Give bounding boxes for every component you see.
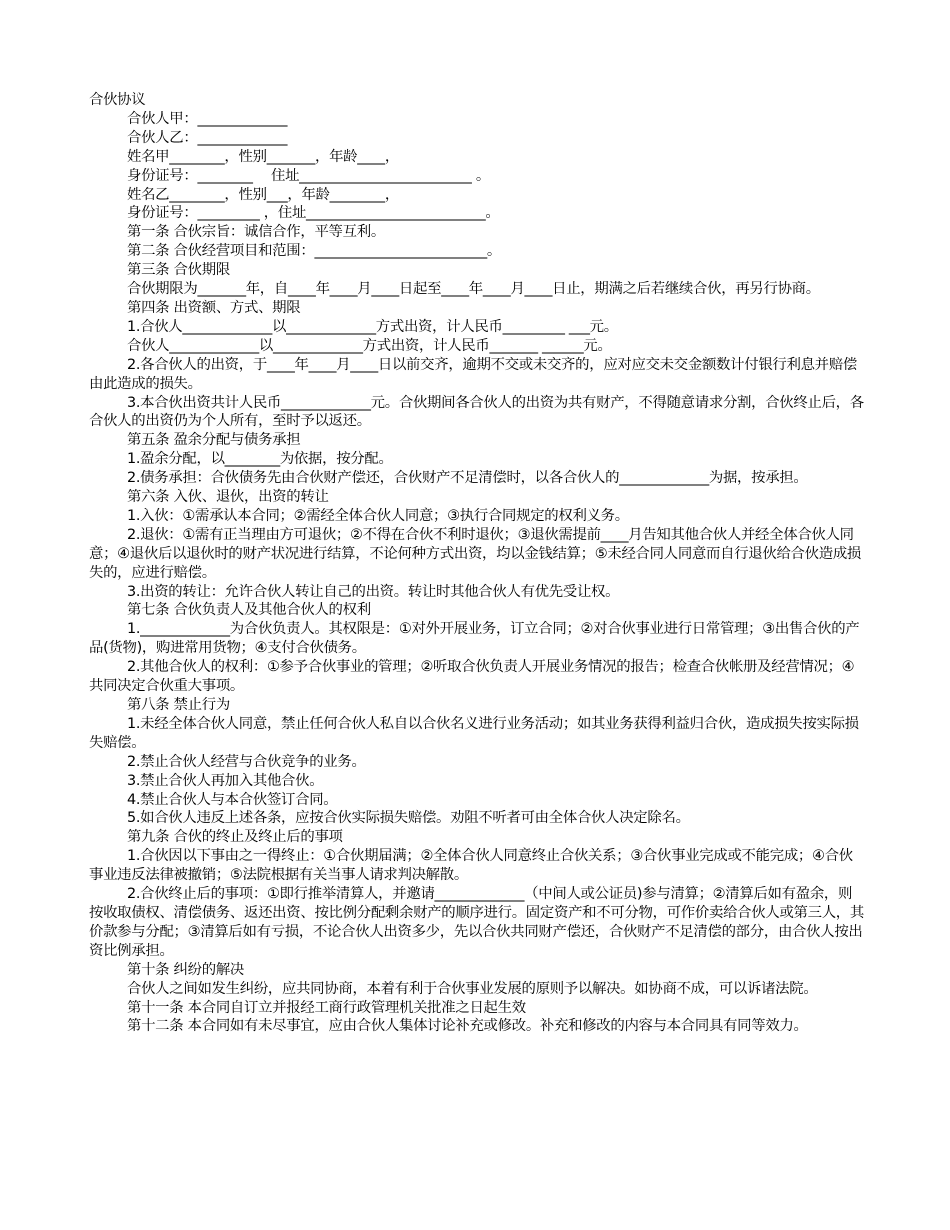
article-8-item-4: 4.禁止合伙人与本合伙签订合同。	[127, 791, 338, 808]
article-7-item-1: 1._____________为合伙负责人。其权限是：①对外开展业务，订立合同；②对合伙事业进行日常管理；③出售合伙的产品(货物)，购进常用货物；④支付合伙债务。	[89, 621, 860, 657]
article-6-item-3: 3.出资的转让：允许合伙人转让自己的出资。转让时其他合伙人有优先受让权。	[127, 583, 620, 600]
article-2: 第二条 合伙经营项目和范围：_________________________。	[127, 243, 501, 260]
article-10-body: 合伙人之间如发生纠纷，应共同协商，本着有利于合伙事业发展的原则予以解决。如协商不成，可以诉诸法院。	[127, 980, 818, 997]
article-1: 第一条 合伙宗旨：诚信合作，平等互利。	[127, 224, 385, 241]
article-4-item-2: 2.各合伙人的出资，于____年____月____日以前交齐，逾期不交或未交齐的，应对应交未交金额数计付银行利息并赔偿由此造成的损失。	[89, 356, 857, 392]
id-address-a-field: 身份证号：________ 住址_________________________ 。	[127, 167, 490, 184]
article-5-item-2: 2.债务承担：合伙债务先由合伙财产偿还，合伙财产不足清偿时，以各合伙人的_____________为据，按承担。	[127, 470, 808, 487]
id-address-b-field: 身份证号：_________ ，住址__________________________。	[127, 205, 500, 222]
article-4-item-1b: 合伙人_____________以_____________方式出资，计人民币_______ ______元。	[127, 337, 612, 354]
article-7-heading: 第七条 合伙负责人及其他合伙人的权利	[127, 602, 371, 619]
article-8-item-3: 3.禁止合伙人再加入其他合伙。	[127, 772, 324, 789]
name-a-field: 姓名甲________，性别_______，年龄____，	[127, 148, 399, 165]
article-4-item-3: 3.本合伙出资共计人民币_____________元。合伙期间各合伙人的出资为共有财产，不得随意请求分割，合伙终止后，各合伙人的出资仍为个人所有，至时予以返还。	[89, 394, 864, 430]
article-6-item-2: 2.退伙：①需有正当理由方可退伙；②不得在合伙不利时退伙；③退伙需提前____月告知其他合伙人并经全体合伙人同意；④退伙后以退伙时的财产状况进行结算，不论何种方式出资，均以金钱结算；⑤未经合同人同意而自行退伙给合伙造成损失的，应进行赔偿。	[89, 526, 862, 581]
article-4-item-1a: 1.合伙人_____________以_____________方式出资，计人民币_________ ___元。	[127, 318, 618, 335]
article-8-item-2: 2.禁止合伙人经营与合伙竞争的业务。	[127, 753, 366, 770]
article-3-heading: 第三条 合伙期限	[127, 262, 230, 279]
article-5-item-1: 1.盈余分配，以________为依据，按分配。	[127, 451, 393, 468]
article-10-heading: 第十条 纠纷的解决	[127, 961, 245, 978]
article-9-item-1: 1.合伙因以下事由之一得终止：①合伙期届满；②全体合伙人同意终止合伙关系；③合伙事业完成或不能完成；④合伙事业违反法律被撤销；⑤法院根据有关当事人请求判决解散。	[89, 848, 853, 884]
name-b-field: 姓名乙________，性别___，年龄________，	[127, 186, 399, 203]
article-7-item-2: 2.其他合伙人的权利：①参予合伙事业的管理；②听取合伙负责人开展业务情况的报告；检查合伙帐册及经营情况；④共同决定合伙重大事项。	[89, 659, 855, 695]
article-3-term: 合伙期限为_______年，自____年____月____日起至____年____月____日止，期满之后若继续合伙，再另行协商。	[127, 281, 820, 298]
article-4-heading: 第四条 出资额、方式、期限	[127, 299, 301, 316]
contract-text	[89, 91, 864, 1036]
article-9-item-2: 2.合伙终止后的事项：①即行推举清算人，并邀请_____________（中间人或公证员)参与清算；②清算后如有盈余，则按收取债权、清偿债务、返还出资、按比例分配剩余财产的顺序进行。固定资产和不可分物，可作价卖给合伙人或第三人，其价款参与分配；③清算后如有亏损，不论合伙人出资多少，先以合伙共同财产偿还，合伙财产不足清偿的部分，由合伙人按出资比例承担。	[89, 886, 864, 959]
article-8-heading: 第八条 禁止行为	[127, 697, 230, 713]
document-title: 合伙协议	[89, 92, 146, 108]
partner-b-field: 合伙人乙：_____________	[127, 129, 288, 146]
partner-a-field: 合伙人甲：_____________	[127, 110, 288, 127]
article-9-heading: 第九条 合伙的终止及终止后的事项	[127, 829, 343, 846]
article-12: 第十二条 本合同如有未尽事宜，应由合伙人集体讨论补充或修改。补充和修改的内容与本合同具有同等效力。	[127, 1018, 808, 1035]
article-6-heading: 第六条 入伙、退伙，出资的转让	[127, 489, 329, 506]
article-6-item-1: 1.入伙：①需承认本合同；②需经全体合伙人同意；③执行合同规定的权利义务。	[127, 507, 629, 524]
article-8-item-1: 1.未经全体合伙人同意，禁止任何合伙人私自以合伙名义进行业务活动；如其业务获得利益归合伙，造成损失按实际损失赔偿。	[89, 715, 859, 751]
article-5-heading: 第五条 盈余分配与债务承担	[127, 432, 301, 449]
article-8-item-5: 5.如合伙人违反上述各条，应按合伙实际损失赔偿。劝阻不听者可由全体合伙人决定除名。	[127, 810, 690, 827]
article-11: 第十一条 本合同自订立并报经工商行政管理机关批准之日起生效	[127, 999, 526, 1016]
